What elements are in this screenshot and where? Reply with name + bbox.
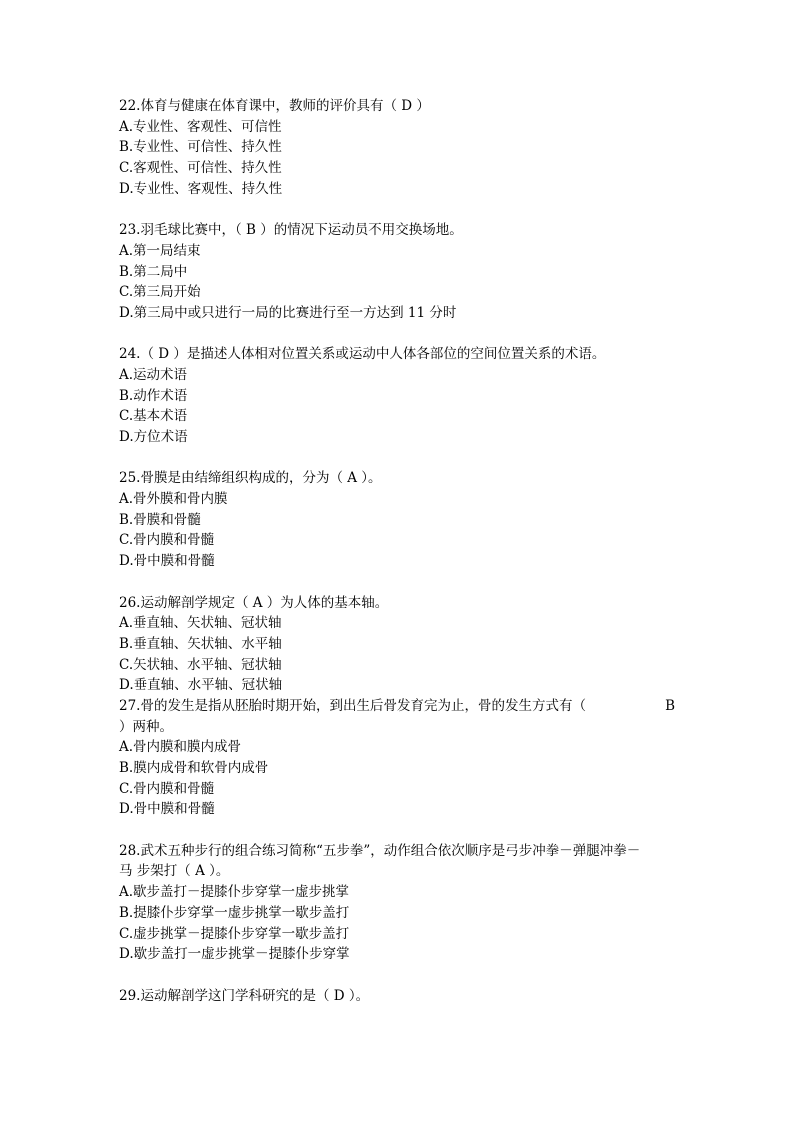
question-stem: 26.运动解剖学规定（ A ）为人体的基本轴。 [119, 594, 389, 611]
question-29 [119, 986, 679, 1007]
option-c: C.客观性、可信性、持久性 [119, 160, 282, 177]
question-25 [119, 468, 679, 571]
option-c: C.基本术语 [119, 408, 188, 425]
spacer [119, 572, 679, 593]
option-b: B.专业性、可信性、持久性 [119, 139, 282, 156]
question-stem-line-1: 28.武术五种步行的组合练习简称“五步拳”，动作组合依次顺序是弓步冲拳－弹腿冲拳－ [119, 842, 641, 859]
question-stem: 22.体育与健康在体育课中，教师的评价具有（ D ） [119, 98, 430, 114]
question-28 [119, 841, 679, 965]
question-22 [119, 96, 679, 199]
answer-letter: B [665, 697, 675, 714]
option-a: A.垂直轴、矢状轴、冠状轴 [119, 615, 282, 632]
spacer [119, 448, 679, 469]
question-stem: 29.运动解剖学这门学科研究的是（ D ）。 [119, 987, 370, 1004]
option-b: B.垂直轴、矢状轴、水平轴 [119, 635, 282, 652]
option-b: B.第二局中 [119, 263, 188, 280]
option-d: D.骨中膜和骨髓 [119, 801, 215, 818]
option-a: A.歇步盖打－提膝仆步穿掌一虚步挑掌 [119, 884, 350, 901]
spacer [119, 820, 679, 841]
question-stem-line-2: ）两种。 [119, 718, 173, 735]
question-23 [119, 220, 679, 323]
option-d: D.第三局中或只进行一局的比赛进行至一方达到 11 分时 [119, 304, 457, 321]
document-page [119, 96, 679, 1006]
question-24 [119, 344, 679, 447]
question-27 [119, 696, 679, 820]
option-c: C.虚步挑掌－提膝仆步穿掌一歇步盖打 [119, 925, 350, 942]
question-26 [119, 593, 679, 696]
spacer [119, 324, 679, 345]
question-stem-line-2: 马 步架打（ A ）。 [119, 863, 230, 880]
option-b: B.膜内成骨和软骨内成骨 [119, 760, 269, 776]
option-c: C.第三局开始 [119, 284, 201, 301]
question-stem-text: 27.骨的发生是指从胚胎时期开始，到出生后骨发育完为止，骨的发生方式有（ [119, 697, 586, 714]
option-d: D.方位术语 [119, 429, 188, 445]
option-b: B.动作术语 [119, 387, 188, 404]
option-c: C.矢状轴、水平轴、冠状轴 [119, 656, 282, 673]
question-stem: 25.骨膜是由结缔组织构成的，分为（ A ）。 [119, 470, 382, 487]
option-c: C.骨内膜和骨髓 [119, 780, 215, 797]
option-a: A.骨内膜和膜内成骨 [119, 739, 242, 756]
option-d: D.专业性、客观性、持久性 [119, 180, 283, 197]
question-stem: 24.（ D ）是描述人体相对位置关系或运动中人体各部位的空间位置关系的术语。 [119, 346, 606, 363]
question-stem: 23.羽毛球比赛中，（ B ）的情况下运动员不用交换场地。 [119, 222, 463, 239]
option-d: D.骨中膜和骨髓 [119, 553, 215, 570]
option-a: A.专业性、客观性、可信性 [119, 118, 282, 135]
option-b: B.提膝仆步穿掌一虚步挑掌一歇步盖打 [119, 904, 350, 921]
option-d: D.垂直轴、水平轴、冠状轴 [119, 677, 283, 694]
question-stem-line-1 [119, 696, 675, 717]
option-d: D.歇步盖打一虚步挑掌－提膝仆步穿掌 [119, 946, 350, 963]
spacer [119, 199, 679, 220]
option-a: A.第一局结束 [119, 242, 201, 259]
option-a: A.运动术语 [119, 366, 188, 383]
option-b: B.骨膜和骨髓 [119, 511, 201, 528]
option-c: C.骨内膜和骨髓 [119, 532, 215, 549]
spacer [119, 965, 679, 986]
option-a: A.骨外膜和骨内膜 [119, 491, 228, 508]
